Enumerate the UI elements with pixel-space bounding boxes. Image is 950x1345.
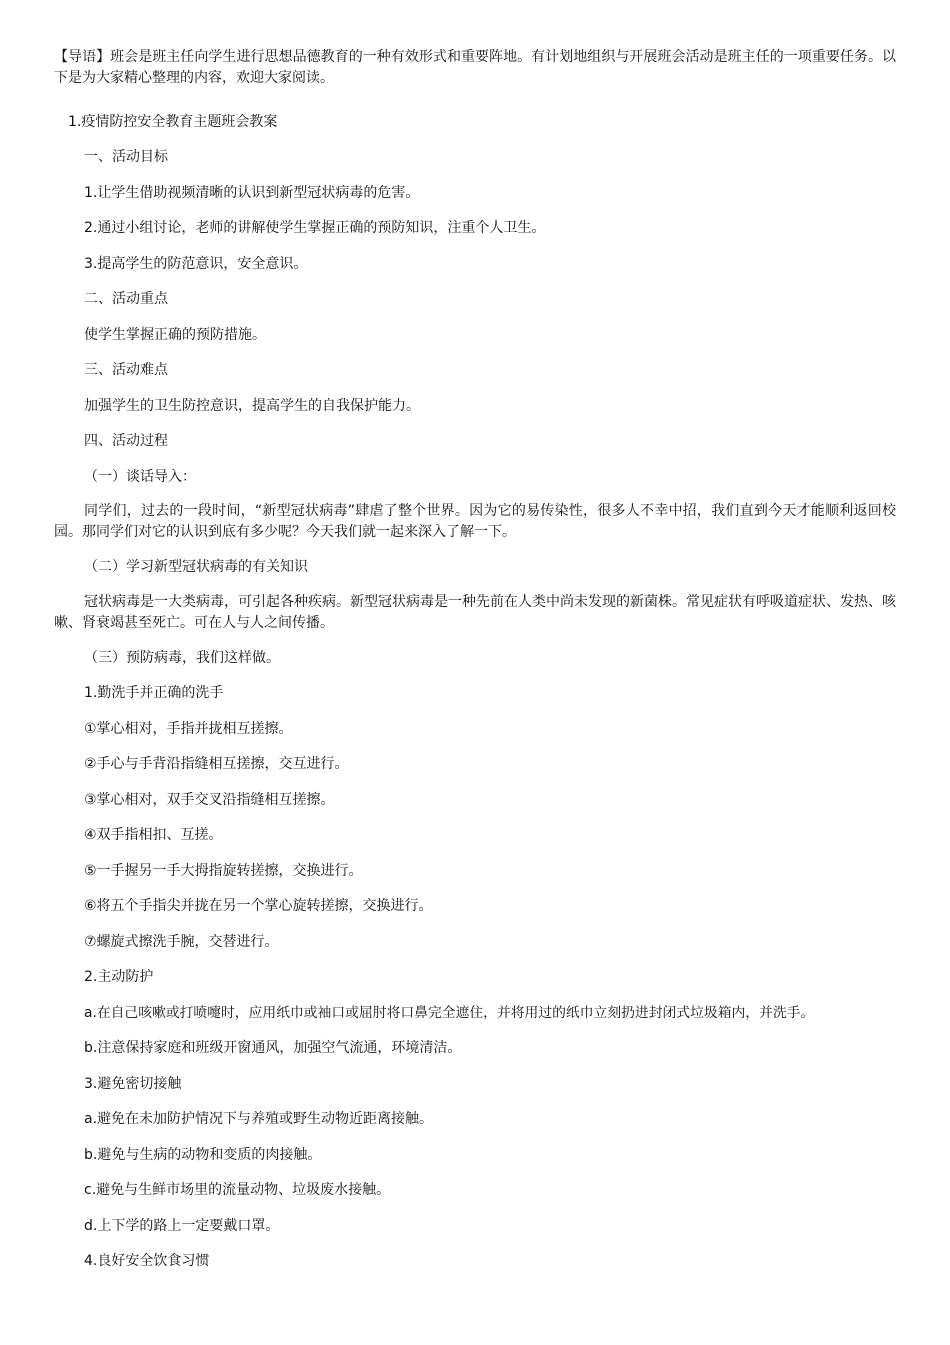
handwash-step-4: ④双手指相扣、互搓。 bbox=[84, 827, 223, 843]
handwash-step-7: ⑦螺旋式擦洗手腕，交替进行。 bbox=[84, 934, 279, 950]
virus-knowledge-paragraph: 冠状病毒是一大类病毒，可引起各种疾病。新型冠状病毒是一种先前在人类中尚未发现的新菌株。常见症状有呼吸道症状、发热、咳嗽、肾衰竭甚至死亡。可在人与人之间传播。 bbox=[54, 594, 896, 631]
handwash-step-5: ⑤一手握另一手大拇指旋转搓擦，交换进行。 bbox=[84, 863, 363, 879]
difficulty-text: 加强学生的卫生防控意识，提高学生的自我保护能力。 bbox=[84, 398, 420, 414]
handwash-step-1: ①掌心相对，手指并拢相互搓擦。 bbox=[84, 721, 293, 737]
section-heading-goals: 一、活动目标 bbox=[84, 149, 168, 165]
article-title: 1.疫情防控安全教育主题班会教案 bbox=[68, 114, 278, 130]
contact-item-d: d.上下学的路上一定要戴口罩。 bbox=[84, 1218, 280, 1234]
section-heading-process: 四、活动过程 bbox=[84, 433, 168, 449]
prevention-item-4: 4.良好安全饮食习惯 bbox=[84, 1253, 210, 1269]
focus-text: 使学生掌握正确的预防措施。 bbox=[84, 327, 266, 343]
intro-talk-paragraph: 同学们，过去的一段时间，“新型冠状病毒”肆虐了整个世界。因为它的易传染性，很多人不幸中招，我们直到今天才能顺利返回校园。那同学们对它的认识到底有多少呢？今天我们就一起来深入了解一下。 bbox=[54, 503, 896, 540]
goal-item-2: 2.通过小组讨论，老师的讲解使学生掌握正确的预防知识，注重个人卫生。 bbox=[84, 220, 546, 236]
protection-item-a: a.在自己咳嗽或打喷嚏时，应用纸巾或袖口或屈肘将口鼻完全遮住，并将用过的纸巾立刻扔进封闭式垃圾箱内，并洗手。 bbox=[84, 1005, 815, 1021]
subheading-prevention: （三）预防病毒，我们这样做。 bbox=[84, 650, 280, 666]
subheading-virus-knowledge: （二）学习新型冠状病毒的有关知识 bbox=[84, 559, 308, 575]
protection-item-b: b.注意保持家庭和班级开窗通风，加强空气流通，环境清洁。 bbox=[84, 1040, 462, 1056]
handwash-step-6: ⑥将五个手指尖并拢在另一个掌心旋转搓擦，交换进行。 bbox=[84, 898, 433, 914]
handwash-step-2: ②手心与手背沿指缝相互搓擦，交互进行。 bbox=[84, 756, 349, 772]
prevention-item-3: 3.避免密切接触 bbox=[84, 1076, 182, 1092]
prevention-item-1: 1.勤洗手并正确的洗手 bbox=[84, 685, 224, 701]
intro-paragraph: 【导语】班会是班主任向学生进行思想品德教育的一种有效形式和重要阵地。有计划地组织与开展班会活动是班主任的一项重要任务。以下是为大家精心整理的内容，欢迎大家阅读。 bbox=[54, 49, 896, 86]
contact-item-a: a.避免在未加防护情况下与养殖或野生动物近距离接触。 bbox=[84, 1111, 434, 1127]
subheading-intro-talk: （一）谈话导入： bbox=[84, 469, 196, 485]
prevention-item-2: 2.主动防护 bbox=[84, 969, 154, 985]
contact-item-b: b.避免与生病的动物和变质的肉接触。 bbox=[84, 1147, 322, 1163]
goal-item-3: 3.提高学生的防范意识，安全意识。 bbox=[84, 256, 308, 272]
contact-item-c: c.避免与生鲜市场里的流量动物、垃圾废水接触。 bbox=[84, 1182, 391, 1198]
handwash-step-3: ③掌心相对，双手交叉沿指缝相互搓擦。 bbox=[84, 792, 335, 808]
section-heading-difficulty: 三、活动难点 bbox=[84, 362, 168, 378]
goal-item-1: 1.让学生借助视频清晰的认识到新型冠状病毒的危害。 bbox=[84, 185, 420, 201]
section-heading-focus: 二、活动重点 bbox=[84, 291, 168, 307]
